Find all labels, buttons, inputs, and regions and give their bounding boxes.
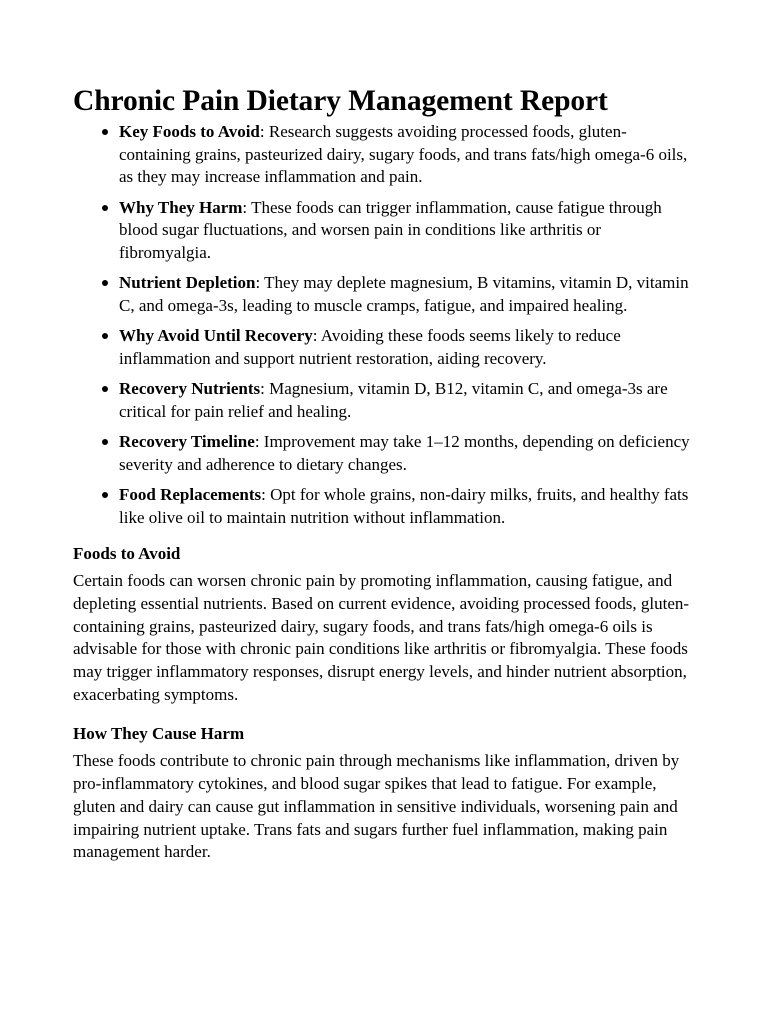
list-item-text: : Avoiding these foods seems likely to reduce inflammation and support nutrient restoration, aiding recovery. — [119, 326, 621, 368]
list-item-text: : These foods can trigger inflammation, cause fatigue through blood sugar fluctuations, and worsen pain in conditions like arthritis or fibromyalgia. — [119, 197, 662, 263]
list-item-term: Key Foods to Avoid — [119, 122, 260, 141]
list-item-term: Why They Harm — [119, 197, 243, 217]
list-item-text: : Opt for whole grains, non-dairy milks, fruits, and healthy fats like olive oil to maintain nutrition without inflammation. — [119, 484, 689, 527]
list-item-term: Recovery Nutrients — [119, 379, 261, 399]
list-item-term: Food Replacements — [119, 484, 262, 504]
list-item-term: Recovery Timeline — [119, 431, 255, 451]
list-item — [119, 378, 695, 423]
list-item-term: Why Avoid Until Recovery — [119, 326, 313, 346]
list-item — [119, 484, 695, 529]
list-item — [119, 431, 695, 476]
list-item — [119, 272, 695, 317]
list-item — [119, 325, 695, 370]
section-heading-how-they-cause-harm: How They Cause Harm — [73, 724, 245, 744]
list-item-text: : Magnesium, vitamin D, B12, vitamin C, and omega-3s are critical for pain relief and healing. — [119, 379, 668, 421]
document-title: Chronic Pain Dietary Management Report — [73, 85, 608, 117]
list-item — [119, 197, 695, 265]
section-body-foods-to-avoid: Certain foods can worsen chronic pain by promoting inflammation, causing fatigue, and depleting essential nutrients. Based on current evidence, avoiding processed foods, gluten-containing grains, pasteurized dairy, sugary foods, and trans fats/high omega-6 oils is advisable for those with chronic pain conditions like arthritis or fibromyalgia. These foods may trigger inflammatory responses, disrupt energy levels, and hinder nutrient absorption, exacerbating symptoms. — [73, 571, 690, 704]
list-item-text: : Research suggests avoiding processed foods, gluten-containing grains, pasteurized dairy, sugary foods, and trans fats/high omega-6 oils, as they may increase inflammation and pain. — [119, 122, 688, 187]
list-item-term: Nutrient Depletion — [119, 273, 256, 293]
list-item — [119, 121, 695, 189]
key-points-list — [73, 121, 695, 529]
list-item-text: : Improvement may take 1–12 months, depending on deficiency severity and adherence to dietary changes. — [119, 431, 690, 474]
section-heading-foods-to-avoid: Foods to Avoid — [73, 544, 181, 564]
section-body-how-they-cause-harm: These foods contribute to chronic pain through mechanisms like inflammation, driven by pro-inflammatory cytokines, and blood sugar spikes that lead to fatigue. For example, gluten and dairy can cause gut inflammation in sensitive individuals, worsening pain and impairing nutrient uptake. Trans fats and sugars further fuel inflammation, making pain management harder. — [73, 751, 680, 862]
list-item-text: : They may deplete magnesium, B vitamins, vitamin D, vitamin C, and omega-3s, leading to muscle cramps, fatigue, and impaired healing. — [119, 273, 689, 315]
